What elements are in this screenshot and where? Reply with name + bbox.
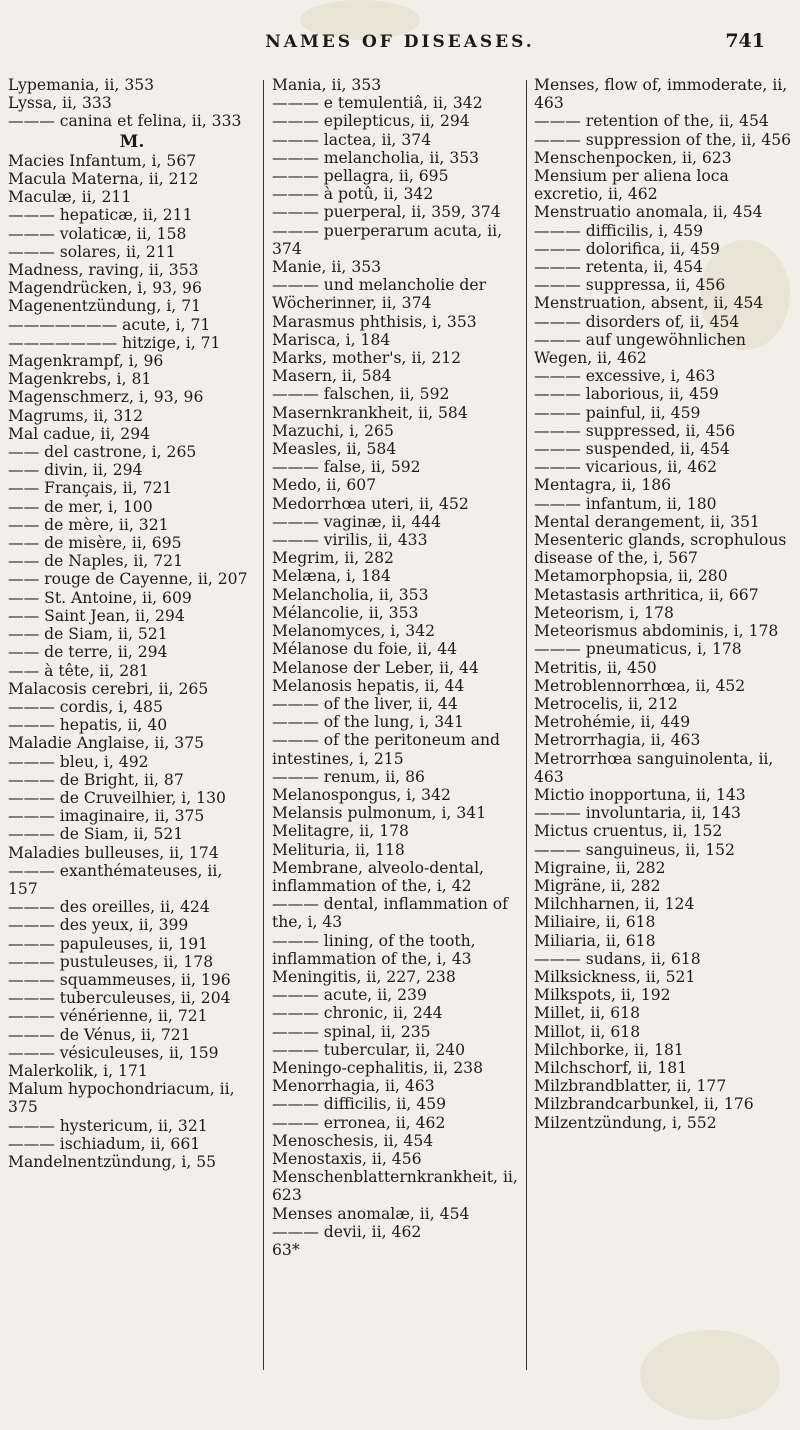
index-entry: Meteorismus abdominis, i, 178	[534, 622, 779, 641]
index-entry: ——— dolorifica, ii, 459	[534, 239, 720, 258]
index-entry: Malacosis cerebri, ii, 265	[8, 679, 209, 698]
index-entry: Melansis pulmonum, i, 341	[272, 804, 487, 823]
index-entry: —— de terre, ii, 294	[8, 643, 168, 662]
index-entry: Mictus cruentus, ii, 152	[534, 822, 723, 841]
index-entry: ——— à potû, ii, 342	[272, 185, 434, 204]
index-entry: ——— erronea, ii, 462	[272, 1113, 446, 1132]
index-entry: —— del castrone, i, 265	[8, 443, 197, 462]
index-entry: Menostaxis, ii, 456	[272, 1149, 422, 1168]
index-entry: ——— vaginæ, ii, 444	[272, 512, 442, 531]
index-entry: ——— vésiculeuses, ii, 159	[8, 1043, 219, 1062]
index-entry: Milkspots, ii, 192	[534, 986, 671, 1005]
index-entry: Marisca, i, 184	[272, 330, 391, 349]
index-entry: ——— spinal, ii, 235	[272, 1022, 431, 1041]
index-entry: Miliaria, ii, 618	[534, 931, 656, 950]
index-entry: Measles, ii, 584	[272, 440, 397, 459]
index-entry: Maladie Anglaise, ii, 375	[8, 734, 205, 753]
index-entry: ——— melancholia, ii, 353	[272, 148, 480, 167]
index-entry: Madness, raving, ii, 353	[8, 261, 199, 280]
index-entry: ——— und melancholie der Wöcherinner, ii, 374	[272, 276, 492, 313]
index-entry: ——— suppressa, ii, 456	[534, 276, 726, 295]
index-entry: ——— devii, ii, 462	[272, 1222, 422, 1241]
index-entry: Metrorrhœa sanguinolenta, ii, 463	[534, 749, 779, 786]
index-entry: ——— auf ungewöhnlichen Wegen, ii, 462	[534, 330, 751, 368]
index-entry: ——— vénérienne, ii, 721	[8, 1007, 208, 1026]
index-entry: ——— infantum, ii, 180	[534, 494, 717, 513]
index-entry: Meteorism, i, 178	[534, 603, 674, 622]
index-entry: —— rouge de Cayenne, ii, 207	[8, 570, 248, 589]
index-entry: Melanose der Leber, ii, 44	[272, 658, 479, 677]
index-entry: ——— de Bright, ii, 87	[8, 770, 184, 789]
index-entry: ——— disorders of, ii, 454	[534, 312, 740, 331]
index-entry: Milzentzündung, i, 552	[534, 1113, 717, 1132]
index-entry: Maladies bulleuses, ii, 174	[8, 843, 219, 862]
index-entry: Migräne, ii, 282	[534, 876, 661, 895]
index-entry: Meningitis, ii, 227, 238	[272, 967, 456, 986]
index-entry: Miliaire, ii, 618	[534, 913, 656, 932]
index-entry: ——— squammeuses, ii, 196	[8, 970, 231, 989]
index-entry: ——— des oreilles, ii, 424	[8, 898, 210, 917]
index-entry: ——— lactea, ii, 374	[272, 130, 432, 149]
index-entry: Melanospongus, i, 342	[272, 785, 451, 804]
index-entry: ——— puerperarum acuta, ii, 374	[272, 221, 508, 258]
index-entry: ——— canina et felina, ii, 333	[8, 112, 242, 131]
index-entry: ——— imaginaire, ii, 375	[8, 807, 205, 826]
index-entry: ——— involuntaria, ii, 143	[534, 804, 741, 823]
index-entry: ——— tuberculeuses, ii, 204	[8, 989, 231, 1008]
index-entry: Menstruation, absent, ii, 454	[534, 294, 764, 313]
index-entry: Metrohémie, ii, 449	[534, 713, 691, 732]
index-entry: Milchborke, ii, 181	[534, 1040, 684, 1059]
index-entry: Malerkolik, i, 171	[8, 1061, 148, 1080]
index-entry: Mal cadue, ii, 294	[8, 424, 151, 443]
index-entry: Mictio inopportuna, ii, 143	[534, 785, 746, 804]
index-entry: ——— epilepticus, ii, 294	[272, 112, 470, 131]
index-entry: ——— exanthémateuses, ii, 157	[8, 861, 228, 898]
index-entry: Mental derangement, ii, 351	[534, 512, 760, 531]
index-entry: ——— acute, ii, 239	[272, 986, 427, 1005]
index-entry: Milzbrandblatter, ii, 177	[534, 1077, 727, 1096]
index-entry: Mazuchi, i, 265	[272, 421, 394, 440]
index-entry: ——— excessive, i, 463	[534, 367, 716, 386]
index-column-2	[272, 76, 523, 1259]
index-entry: Medo, ii, 607	[272, 476, 377, 495]
index-entry: Metritis, ii, 450	[534, 658, 657, 677]
index-entry: Menschenpocken, ii, 623	[534, 148, 732, 167]
index-entry: ——— suppressed, ii, 456	[534, 421, 736, 440]
index-entry: —— de Siam, ii, 521	[8, 625, 168, 644]
index-entry: ——— lining, of the tooth, inflammation of the, i, 43	[272, 931, 481, 968]
index-entry: Magenschmerz, i, 93, 96	[8, 388, 204, 407]
index-entry: —— de mère, ii, 321	[8, 515, 169, 534]
index-entry: Lyssa, ii, 333	[8, 94, 112, 113]
index-entry: ——— dental, inflammation of the, i, 43	[272, 895, 513, 932]
index-entry: ——— puerperal, ii, 359, 374	[272, 203, 501, 222]
index-entry: ——— tubercular, ii, 240	[272, 1040, 466, 1059]
index-entry: ——— de Siam, ii, 521	[8, 825, 184, 844]
index-entry: ——— difficilis, ii, 459	[272, 1095, 447, 1114]
index-entry: ——— retention of the, ii, 454	[534, 112, 769, 131]
index-entry: ——— de Cruveilhier, i, 130	[8, 788, 226, 807]
index-entry: ——— pneumaticus, i, 178	[534, 640, 742, 659]
page-number: 741	[725, 30, 765, 52]
index-entry: ——— pellagra, ii, 695	[272, 167, 449, 186]
index-entry: Melanosis hepatis, ii, 44	[272, 676, 465, 695]
page-header	[0, 20, 800, 56]
index-entry: Masern, ii, 584	[272, 367, 392, 386]
index-entry: Mentagra, ii, 186	[534, 476, 672, 495]
index-entry: —— St. Antoine, ii, 609	[8, 588, 192, 607]
index-entry: ——————— acute, i, 71	[8, 315, 211, 334]
index-entry: Melancholia, ii, 353	[272, 585, 429, 604]
index-entry: —— de Naples, ii, 721	[8, 552, 184, 571]
index-entry: Magenkrebs, i, 81	[8, 370, 152, 389]
index-entry: ——— laborious, ii, 459	[534, 385, 719, 404]
index-entry: Melituria, ii, 118	[272, 840, 405, 859]
index-entry: ——— vicarious, ii, 462	[534, 458, 718, 477]
section-letter: M.	[119, 131, 145, 152]
index-entry: Membrane, alveolo-dental, inflammation of the, i, 42	[272, 858, 489, 895]
index-entry: ——— sudans, ii, 618	[534, 949, 701, 968]
index-entry: Malum hypochondriacum, ii, 375	[8, 1080, 240, 1117]
index-entry: Menorrhagia, ii, 463	[272, 1077, 435, 1096]
index-entry: ——— hepatis, ii, 40	[8, 716, 168, 735]
index-entry: ——— hepaticæ, ii, 211	[8, 206, 193, 225]
index-entry: Megrim, ii, 282	[272, 549, 394, 568]
index-entry: Milksickness, ii, 521	[534, 967, 696, 986]
index-entry: Magenentzündung, i, 71	[8, 297, 202, 316]
index-entry: ——— des yeux, ii, 399	[8, 916, 189, 935]
index-entry: Masernkrankheit, ii, 584	[272, 403, 468, 422]
index-entry: Metrorrhagia, ii, 463	[534, 731, 701, 750]
index-entry: ——— pustuleuses, ii, 178	[8, 952, 214, 971]
index-entry: Millot, ii, 618	[534, 1022, 641, 1041]
index-entry: 63*	[272, 1241, 300, 1259]
index-entry: Menses, flow of, immoderate, ii, 463	[534, 76, 793, 113]
index-entry: Metrocelis, ii, 212	[534, 694, 678, 713]
index-entry: Mélancolie, ii, 353	[272, 603, 419, 622]
index-entry: Melanomyces, i, 342	[272, 622, 436, 641]
index-entry: Melæna, i, 184	[272, 567, 391, 586]
index-entry: Mesenteric glands, scrophulous disease of the, i, 567	[534, 531, 792, 568]
index-entry: Medorrhœa uteri, ii, 452	[272, 494, 469, 513]
column-divider	[526, 80, 527, 1370]
index-entry: ——— retenta, ii, 454	[534, 258, 704, 277]
index-entry: Menses anomalæ, ii, 454	[272, 1204, 470, 1223]
index-entry: Magendrücken, i, 93, 96	[8, 279, 202, 298]
index-entry: Mélanose du foie, ii, 44	[272, 640, 458, 659]
index-entry: Mandelnentzündung, i, 55	[8, 1152, 217, 1171]
index-entry: ——————— hitzige, i, 71	[8, 333, 221, 352]
index-entry: Metroblennorrhœa, ii, 452	[534, 676, 746, 695]
index-entry: ——— suspended, ii, 454	[534, 440, 730, 459]
index-entry: —— à tête, ii, 281	[8, 661, 149, 680]
index-entry: ——— cordis, i, 485	[8, 697, 163, 716]
index-entry: ——— of the lung, i, 341	[272, 713, 464, 732]
column-divider	[263, 80, 264, 1370]
index-entry: Meningo-cephalitis, ii, 238	[272, 1058, 483, 1077]
index-entry: ——— ischiadum, ii, 661	[8, 1134, 201, 1153]
index-entry: Manie, ii, 353	[272, 258, 382, 277]
running-title: NAMES OF DISEASES.	[265, 32, 535, 52]
index-entry: ——— e temulentiâ, ii, 342	[272, 94, 483, 113]
index-entry: —— Français, ii, 721	[8, 479, 173, 498]
index-entry: Macies Infantum, i, 567	[8, 151, 197, 170]
index-entry: Milzbrandcarbunkel, ii, 176	[534, 1095, 754, 1114]
index-entry: Milchschorf, ii, 181	[534, 1058, 688, 1077]
index-entry: Maculæ, ii, 211	[8, 188, 132, 207]
index-entry: Lypemania, ii, 353	[8, 76, 155, 94]
index-entry: ——— papuleuses, ii, 191	[8, 934, 209, 953]
index-entry: —— de misère, ii, 695	[8, 534, 182, 553]
index-entry: Metamorphopsia, ii, 280	[534, 567, 728, 586]
index-entry: ——— sanguineus, ii, 152	[534, 840, 735, 859]
index-entry: ——— falschen, ii, 592	[272, 385, 450, 404]
index-entry: ——— false, ii, 592	[272, 458, 421, 477]
index-entry: —— de mer, i, 100	[8, 497, 153, 516]
index-entry: ——— hystericum, ii, 321	[8, 1116, 208, 1135]
index-entry: Macula Materna, ii, 212	[8, 170, 199, 189]
index-entry: Migraine, ii, 282	[534, 858, 666, 877]
index-column-1	[8, 76, 256, 1171]
index-entry: ——— painful, ii, 459	[534, 403, 701, 422]
index-entry: ——— suppression of the, ii, 456	[534, 130, 792, 149]
index-entry: Menoschesis, ii, 454	[272, 1131, 434, 1150]
index-entry: —— Saint Jean, ii, 294	[8, 606, 185, 625]
index-entry: ——— volaticæ, ii, 158	[8, 224, 187, 243]
index-entry: ——— renum, ii, 86	[272, 767, 425, 786]
index-entry: Mensium per aliena loca excretio, ii, 462	[534, 167, 734, 204]
index-entry: Milchharnen, ii, 124	[534, 895, 695, 914]
index-entry: Magenkrampf, i, 96	[8, 352, 164, 371]
index-entry: ——— bleu, i, 492	[8, 752, 149, 771]
index-entry: ——— of the peritoneum and intestines, i, 215	[272, 731, 506, 768]
index-entry: Marks, mother's, ii, 212	[272, 349, 462, 368]
index-entry: Melitagre, ii, 178	[272, 822, 409, 841]
index-entry: ——— difficilis, i, 459	[534, 221, 704, 240]
index-entry: Metastasis arthritica, ii, 667	[534, 585, 759, 604]
index-entry: ——— virilis, ii, 433	[272, 531, 428, 550]
index-entry: Marasmus phthisis, i, 353	[272, 312, 477, 331]
index-entry: ——— solares, ii, 211	[8, 242, 176, 261]
index-entry: ——— chronic, ii, 244	[272, 1004, 443, 1023]
index-entry: ——— de Vénus, ii, 721	[8, 1025, 191, 1044]
paper-stain	[640, 1330, 780, 1420]
index-entry: Millet, ii, 618	[534, 1004, 640, 1023]
index-entry: Magrums, ii, 312	[8, 406, 144, 425]
index-entry: Mania, ii, 353	[272, 76, 382, 94]
index-entry: ——— of the liver, ii, 44	[272, 694, 458, 713]
index-entry: —— divin, ii, 294	[8, 461, 143, 480]
index-column-3	[534, 76, 792, 1132]
index-entry: Menstruatio anomala, ii, 454	[534, 203, 763, 222]
index-entry: Menschenblatternkrankheit, ii, 623	[272, 1168, 523, 1205]
